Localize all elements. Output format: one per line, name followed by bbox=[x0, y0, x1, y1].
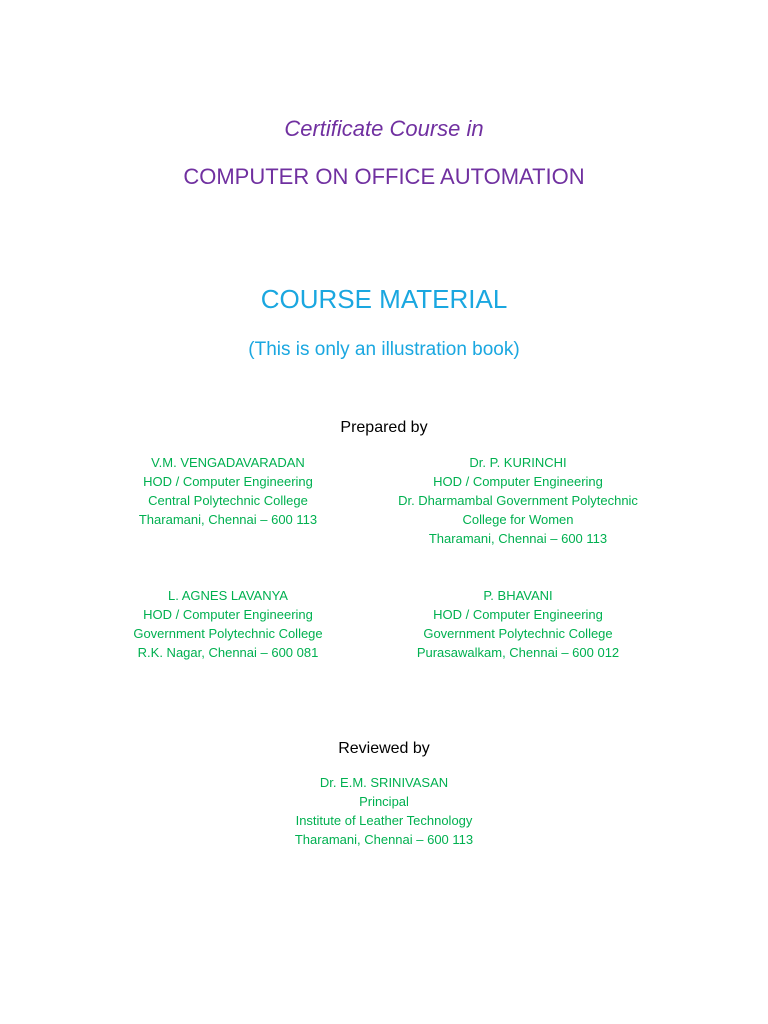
reviewer-role: Principal bbox=[359, 794, 409, 809]
author-block-bhavani bbox=[368, 586, 668, 662]
author-block-lavanya bbox=[98, 586, 358, 662]
author-role: HOD / Computer Engineering bbox=[433, 607, 603, 622]
author-role: HOD / Computer Engineering bbox=[143, 607, 313, 622]
course-title: COMPUTER ON OFFICE AUTOMATION bbox=[183, 164, 585, 189]
reviewer-block-srinivasan bbox=[228, 773, 540, 849]
author-name: P. BHAVANI bbox=[483, 588, 553, 603]
reviewed-by-heading: Reviewed by bbox=[338, 740, 430, 757]
author-address: Tharamani, Chennai – 600 113 bbox=[428, 531, 608, 546]
course-material-heading: COURSE MATERIAL bbox=[260, 284, 508, 314]
author-address: Purasawalkam, Chennai – 600 012 bbox=[416, 645, 620, 660]
author-role: HOD / Computer Engineering bbox=[143, 474, 313, 489]
author-name: V.M. VENGADAVARADAN bbox=[151, 455, 305, 470]
author-institution: Dr. Dharmambal Government Polytechnic bbox=[398, 493, 638, 508]
reviewer-name: Dr. E.M. SRINIVASAN bbox=[319, 775, 449, 790]
author-institution: Government Polytechnic College bbox=[423, 626, 613, 641]
certificate-course-line: Certificate Course in bbox=[284, 116, 484, 141]
author-institution: Central Polytechnic College bbox=[148, 493, 308, 508]
author-institution-cont: College for Women bbox=[462, 512, 574, 527]
prepared-by-heading: Prepared by bbox=[340, 419, 428, 436]
author-role: HOD / Computer Engineering bbox=[433, 474, 603, 489]
author-name: L. AGNES LAVANYA bbox=[168, 588, 288, 603]
author-institution: Government Polytechnic College bbox=[133, 626, 323, 641]
author-block-vengadavaradan bbox=[98, 453, 358, 529]
reviewer-institution: Institute of Leather Technology bbox=[295, 813, 473, 828]
author-name: Dr. P. KURINCHI bbox=[469, 455, 567, 470]
author-address: R.K. Nagar, Chennai – 600 081 bbox=[137, 645, 319, 660]
illustration-note: (This is only an illustration book) bbox=[248, 339, 520, 360]
reviewer-address: Tharamani, Chennai – 600 113 bbox=[294, 832, 474, 847]
author-block-kurinchi bbox=[368, 453, 668, 548]
author-address: Tharamani, Chennai – 600 113 bbox=[138, 512, 318, 527]
